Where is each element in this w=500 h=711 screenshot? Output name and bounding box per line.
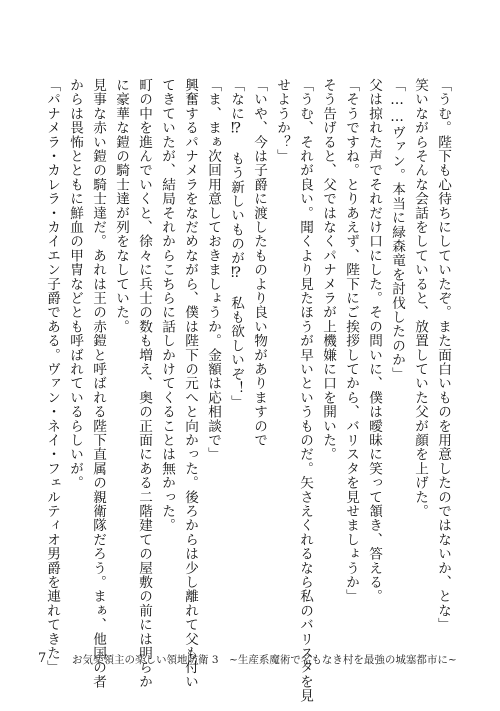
text-line-2: 笑いながらそんな会話をしていると、放置していた父が顔を上げた。 bbox=[412, 78, 428, 519]
running-title: お気楽領主の楽しい領地防衛 3 ~生産系魔術で名もなき村を最強の城塞都市に~ bbox=[72, 654, 457, 666]
text-line-17: からは畏怖とともに鮮血の甲冑などとも呼ばれているらしいが。 bbox=[67, 78, 83, 490]
text-line-12: 興奮するパナメラをなだめながら、僕は陛下の元へと向かった。後ろからは少し離れて父も付い bbox=[182, 78, 198, 689]
text-line-16: 見事な赤い鎧の騎士達だ。あれは王の赤鎧と呼ばれる陛下直属の親衛隊だろう。まぁ、他国の者 bbox=[90, 78, 106, 689]
text-line-14: 町の中を進んでいくと、徐々に兵士の数も増え、奥の正面にある二階建ての屋敷の前には明らか bbox=[136, 78, 152, 689]
text-line-1: 「うむ。陛下も心待ちにしていたぞ。また面白いものを用意したのではないか、とな」 bbox=[435, 78, 451, 632]
text-line-18: 「パナメラ・カレラ・カイエン子爵である。ヴァン・ネイ・フェルティオ男爵を連れてきた」 bbox=[44, 78, 60, 675]
text-line-15: に豪華な鎧の騎士達が列をなしていた。 bbox=[113, 78, 129, 334]
text-line-11: 「ま、まぁ次回用意しておきましょうか。金額は応相談で」 bbox=[205, 78, 221, 462]
text-line-4: 父は掠れた声でそれだけ口にした。その問いに、僕は曖昧に笑って頷き、答える。 bbox=[366, 78, 382, 604]
page-footer bbox=[0, 651, 500, 671]
text-line-8: せようか？」 bbox=[274, 78, 290, 164]
text-line-6: そう告げると、父ではなくパナメラが上機嫌に口を開いた。 bbox=[320, 78, 336, 462]
text-line-13: てきていたが、結局それからこちらに話しかけてくることは無かった。 bbox=[159, 78, 175, 533]
page-number: 7 bbox=[38, 651, 47, 666]
text-line-9: 「いや、今は子爵に渡したものより良い物がありますので bbox=[251, 78, 267, 448]
text-line-3: 「……ヴァン。本当に緑森竜を討伐したのか」 bbox=[389, 78, 405, 381]
text-line-7: 「うむ、それが良い。聞くより見たほうが早いというものだ。矢さえくれるなら私のバリスタを見 bbox=[297, 78, 313, 703]
text-line-10: 「なに⁉ もう新しいものが⁉ 私も欲しいぞ！」 bbox=[228, 78, 244, 410]
text-line-5: 「そうですね。とりあえず、陛下にご挨拶してから、バリスタを見せましょうか」 bbox=[343, 78, 359, 604]
